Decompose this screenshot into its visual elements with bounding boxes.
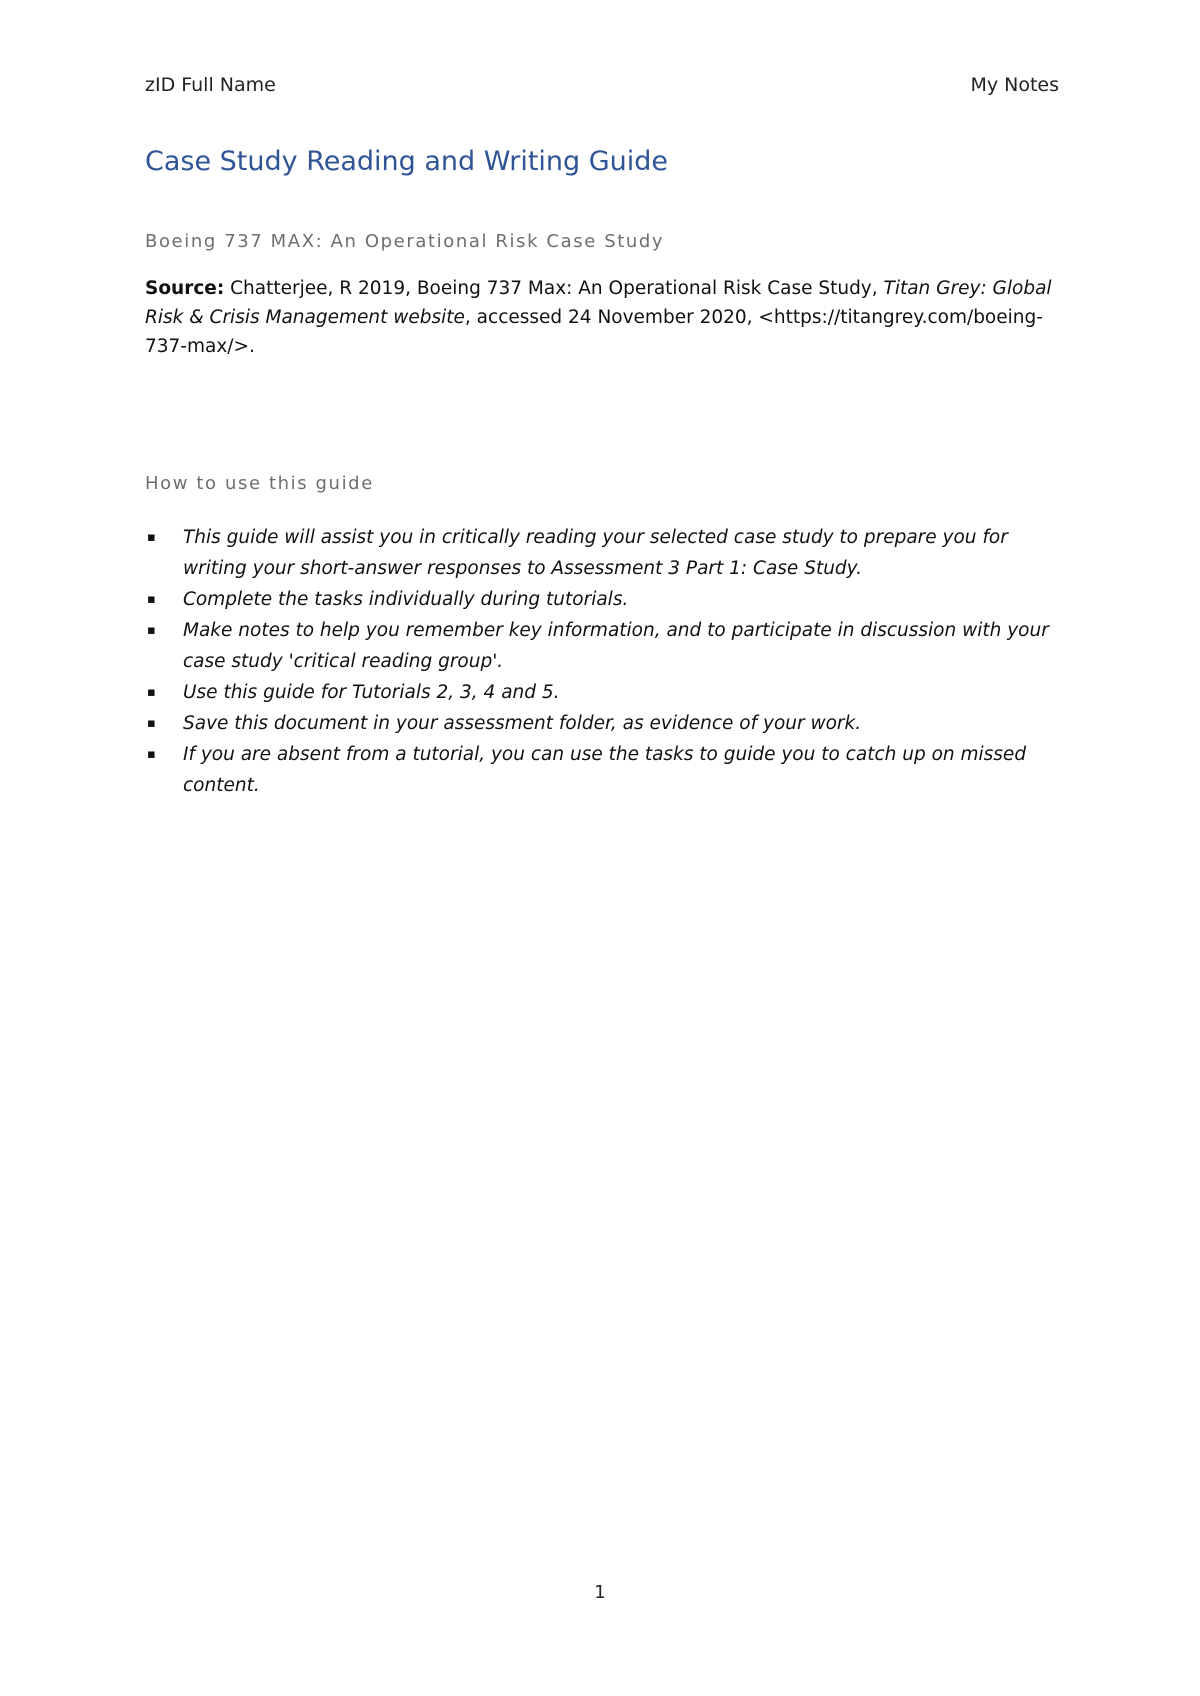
list-item — [145, 708, 1065, 739]
bullet-icon: ▪ — [147, 530, 156, 545]
list-item-text: Complete the tasks individually during tutorials. — [183, 589, 629, 610]
header-notes-label: My Notes — [970, 74, 1059, 96]
bullet-icon: ▪ — [147, 716, 156, 731]
list-item — [145, 615, 1065, 677]
source-text-part-1: Chatterjee, R 2019, Boeing 737 Max: An Operational Risk Case Study, — [224, 278, 884, 299]
bullet-icon: ▪ — [147, 623, 156, 638]
list-item-text: If you are absent from a tutorial, you can use the tasks to guide you to catch up on missed content. — [183, 744, 1027, 796]
list-item-text: This guide will assist you in critically reading your selected case study to prepare you for writing your short-answer responses to Assessment 3 Part 1: Case Study. — [183, 527, 1008, 579]
instructions-list — [145, 522, 1065, 801]
source-citation — [145, 274, 1065, 361]
bullet-icon: ▪ — [147, 685, 156, 700]
header-student-id: zID Full Name — [145, 74, 276, 96]
bullet-icon: ▪ — [147, 747, 156, 762]
list-item-text: Make notes to help you remember key information, and to participate in discussion with your case study 'critical reading group'. — [183, 620, 1049, 672]
source-text-part-2: , accessed 24 November 2020, <https://titangrey.com/boeing-737-max/>. — [145, 307, 1043, 357]
list-item — [145, 522, 1065, 584]
case-study-heading: Boeing 737 MAX: An Operational Risk Case Study — [145, 231, 665, 252]
page-number: 1 — [594, 1582, 606, 1603]
bullet-icon: ▪ — [147, 592, 156, 607]
page-title: Case Study Reading and Writing Guide — [145, 146, 669, 177]
list-item-text: Use this guide for Tutorials 2, 3, 4 and 5. — [183, 682, 560, 703]
list-item-text: Save this document in your assessment folder, as evidence of your work. — [183, 713, 862, 734]
source-website-title: Titan Grey: Global Risk & Crisis Management website — [145, 278, 1052, 328]
source-label: Source: — [145, 278, 225, 299]
list-item — [145, 739, 1065, 801]
list-item — [145, 677, 1065, 708]
how-to-use-heading: How to use this guide — [145, 473, 374, 494]
list-item — [145, 584, 1065, 615]
